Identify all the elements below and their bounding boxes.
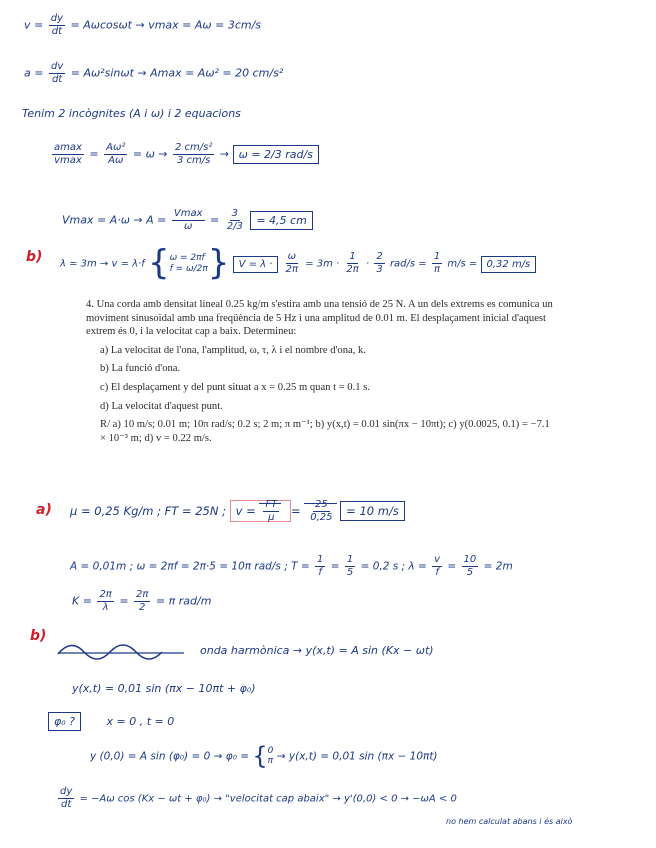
phase-box: φ₀ ? <box>48 712 81 731</box>
speed-formula-box: V = λ · <box>233 256 279 273</box>
part-b-label-2: b) <box>30 628 47 644</box>
problem-item-a: a) La velocitat de l'ona, l'amplitud, ω, τ, λ i el nombre d'ona, k. <box>100 344 366 356</box>
side-note: no hem calculat abans i és això <box>446 817 573 826</box>
speed-formula-highlight: v = $\frac{FT}{\mu}$ <box>230 500 291 522</box>
problem-item-b: b) La funció d'ona. <box>100 363 181 375</box>
acceleration-equation: a = $\frac{dv}{dt}$ = Aω²sinωt → Amax = Aω² = 20 cm/s² <box>24 61 284 85</box>
unknowns-note: Tenim 2 incògnites (A i ω) i 2 equacions <box>22 107 241 120</box>
problem-statement <box>86 298 558 445</box>
wave-number: K = $\frac{2\pi}{\lambda}$ = $\frac{2\pi}{2}$ = π rad/m <box>72 589 212 613</box>
speed-value-box: = 10 m/s <box>340 501 405 521</box>
velocity-equation: v = $\frac{dy}{dt}$ = Aωcosωt → vmax = Aω = 3cm/s <box>24 13 262 37</box>
wave-speed-derivation: λ = 3m → v = λ·f { ω = 2πf f = ω/2π } V = λ · $\frac{\omega}{2\pi}$ = 3m · $\frac{1}{2\pi}$ · $\frac{2}{3}$ rad/s = $\frac{1}{\pi}$ m/s = 0,32 m/s <box>60 250 536 277</box>
part-a-label: a) <box>36 502 52 518</box>
problem-text: 4. Una corda amb densitat lineal 0.25 kg/m s'estira amb una tensió de 25 N. A un dels extrems es comunica un moviment sinusoïdal amb una freqüència de 5 Hz i una amplitud de 0.01 m. El desplaçament inicial d'aquest extrem és 0, i la velocitat cap a baix. Determineu: <box>86 299 553 338</box>
wave-function: y(x,t) = 0,01 sin (πx − 10πt + φ₀) <box>72 682 256 695</box>
amplitude-derivation: Vmax = A·ω → A = $\frac{Vmax}{\omega}$ = $\frac{3}{2/3}$ = 4,5 cm <box>62 209 313 232</box>
omega-result-box: ω = 2/3 rad/s <box>233 145 319 164</box>
problem-answer: R/ a) 10 m/s; 0.01 m; 10π rad/s; 0.2 s; 2 m; π m⁻¹; b) y(x,t) = 0.01 sin(πx − 10πt); c) y(0.0025, 0.1) = −7.1 × 10⁻³ m; d) v = 0.22 m/s. <box>100 419 550 444</box>
wave-parameters: A = 0,01m ; ω = 2πf = 2π·5 = 10π rad/s ; T = $\frac{1}{f}$ = $\frac{1}{5}$ = 0,2 s ; λ = $\frac{v}{f}$ = $\frac{10}{5}$ = 2m <box>70 554 513 578</box>
sine-wave-sketch <box>56 636 186 668</box>
omega-derivation: $\frac{amax}{vmax}$ = $\frac{\text{Aω²}}{A\omega}$ = ω → $\frac{\text{2 cm/s²}}{3 cm/s}$ → ω = 2/3 rad/s <box>50 143 319 166</box>
amplitude-result-box: = 4,5 cm <box>250 211 312 230</box>
velocity-condition: $\frac{dy}{dt}$ = −Aω cos (Kx − ωt + φ₀) → "velocitat cap abaix" → y'(0,0) < 0 → −ωA < 0 <box>60 786 457 810</box>
speed-result-box: 0,32 m/s <box>481 256 537 273</box>
phase-condition: y (0,0) = A sin (φ₀) = 0 → φ₀ = { 0 π → y(x,t) = 0,01 sin (πx − 10πt) <box>90 741 438 770</box>
phase-question: φ₀ ? x = 0 , t = 0 <box>48 716 174 727</box>
harmonic-wave-form: onda harmònica → y(x,t) = A sin (Kx − ωt) <box>200 644 434 657</box>
problem-item-c: c) El desplaçament y del punt situat a x = 0.25 m quan t = 0.1 s. <box>100 381 370 393</box>
part-b-label-1: b) <box>26 249 43 265</box>
wave-speed-solution: μ = 0,25 Kg/m ; FT = 25N ; v = $\frac{FT}{\mu}$ = $\frac{25}{0,25}$ = 10 m/s <box>70 500 405 523</box>
problem-item-d: d) La velocitat d'aquest punt. <box>100 400 223 412</box>
